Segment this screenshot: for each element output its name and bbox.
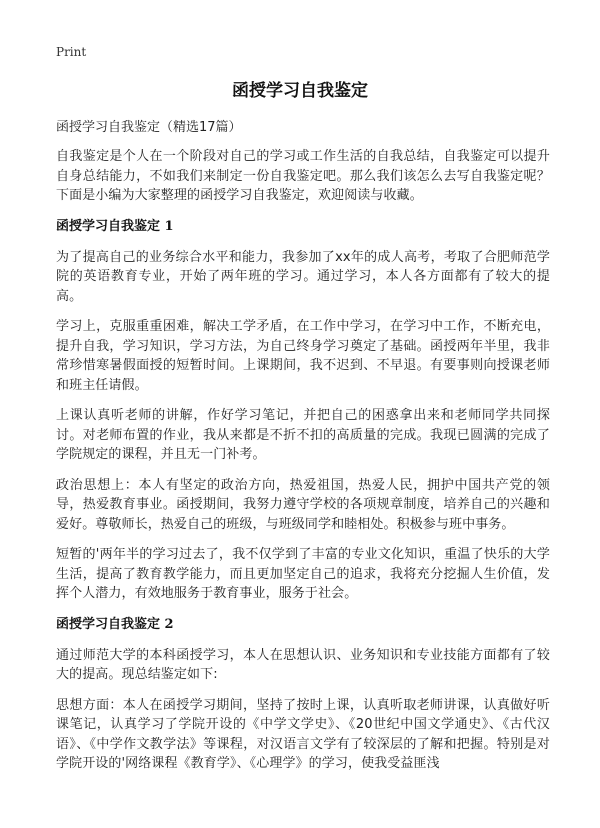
section-1-paragraph-5: 短暂的'两年半的学习过去了，我不仅学到了丰富的专业文化知识，重温了快乐的大学生活，提高了教育教学能力，而且更加坚定自己的追求，我将充分挖掘人生价值，发挥个人潜力，有效地服务于教育事业，服务于社会。 — [56, 547, 550, 601]
section-1-paragraph-1: 为了提高自己的业务综合水平和能力，我参加了xx年的成人高考，考取了合肥师范学院的英语教育专业，开始了两年班的学习。通过学习，本人各方面都有了较大的提高。 — [56, 249, 550, 304]
intro-paragraph: 自我鉴定是个人在一个阶段对自己的学习或工作生活的自我总结，自我鉴定可以提升自身总结能力，不如我们来制定一份自我鉴定吧。那么我们该怎么去写自我鉴定呢？下面是小编为大家整理的函授学习自我鉴定，欢迎阅读与收藏。 — [56, 149, 550, 203]
section-heading-1: 函授学习自我鉴定 1 — [56, 218, 174, 234]
section-heading-2: 函授学习自我鉴定 2 — [56, 616, 174, 632]
section-1-paragraph-2: 学习上，克服重重困难，解决工学矛盾，在工作中学习，在学习中工作，不断充电，提升自我，学习知识，学习方法，为自己终身学习奠定了基础。函授两年半里，我非常珍惜寒暑假面授的短暂时间。上课期间，我不迟到、不早退。有要事则向授课老师和班主任请假。 — [56, 319, 550, 393]
section-2-paragraph-2: 思想方面：本人在函授学习期间，坚持了按时上课，认真听取老师讲课，认真做好听课笔记，认真学习了学院开设的《中学文学史》、《20世纪中国文学通史》、《古代汉语》、《中学作文教学法》等课程，对汉语言文学有了较深层的了解和把握。特别是对学院开设的'网络课程《教育学》、《心理学》的学习，使我受益匪浅 — [56, 697, 550, 771]
document-title: 函授学习自我鉴定 — [232, 81, 368, 101]
print-link[interactable]: Print — [56, 45, 87, 59]
document-subtitle: 函授学习自我鉴定（精选17篇） — [56, 120, 242, 135]
section-1-paragraph-4: 政治思想上：本人有坚定的政治方向，热爱祖国，热爱人民，拥护中国共产党的领导，热爱教育事业。函授期间，我努力遵守学校的各项规章制度，培养自己的兴趣和爱好。尊敬师长，热爱自己的班级，与班级同学和睦相处。积极参与班中事务。 — [56, 477, 550, 532]
section-1-paragraph-3: 上课认真听老师的讲解，作好学习笔记，并把自己的困惑拿出来和老师同学共同探讨。对老师布置的作业，我从来都是不折不扣的高质量的完成。我现已圆满的完成了学院规定的课程，并且无一门补考。 — [56, 408, 550, 462]
document-body — [56, 118, 550, 785]
section-2-paragraph-1: 通过师范大学的本科函授学习，本人在思想认识、业务知识和专业技能方面都有了较大的提高。现总结鉴定如下: — [56, 647, 550, 682]
